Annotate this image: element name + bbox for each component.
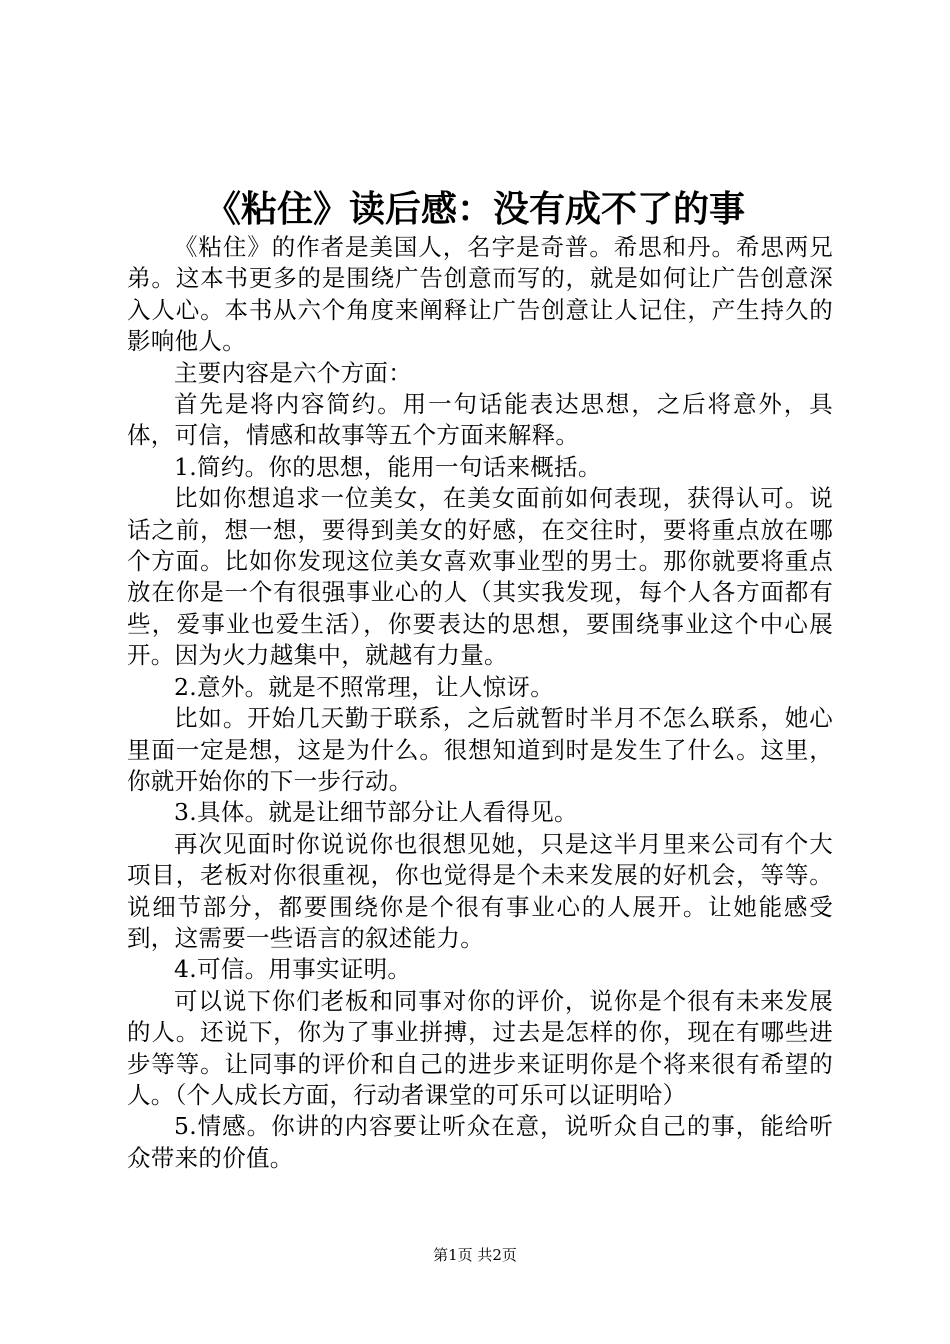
paragraph: 4.可信。用事实证明。 <box>174 955 412 984</box>
paragraph: 2.意外。就是不照常理，让人惊讶。 <box>174 672 555 701</box>
document-body <box>127 232 833 1174</box>
paragraph: 3.具体。就是让细节部分让人看得见。 <box>174 798 578 827</box>
paragraph: 首先是将内容简约。用一句话能表达思想，之后将意外，具体，可信，情感和故事等五个方面来解释。 <box>127 390 833 450</box>
paragraph: 可以说下你们老板和同事对你的评价，说你是个很有未来发展的人。还说下，你为了事业拼搏，过去是怎样的你，现在有哪些进步等等。让同事的评价和自己的进步来证明你是个将来很有希望的人。（个人成长方面，行动者课堂的可乐可以证明哈） <box>127 986 833 1109</box>
document-title: 《粘住》读后感：没有成不了的事 <box>204 188 745 230</box>
page-number-footer: 第1页 共2页 <box>433 1246 517 1264</box>
paragraph: 1.简约。你的思想，能用一句话来概括。 <box>174 452 602 481</box>
paragraph: 主要内容是六个方面： <box>174 358 412 387</box>
paragraph: 比如。开始几天勤于联系，之后就暂时半月不怎么联系，她心里面一定是想，这是为什么。很想知道到时是发生了什么。这里，你就开始你的下一步行动。 <box>127 704 833 795</box>
paragraph: 再次见面时你说说你也很想见她，只是这半月里来公司有个大项目，老板对你很重视，你也觉得是个未来发展的好机会，等等。说细节部分，都要围绕你是个很有事业心的人展开。让她能感受到，这需要一些语言的叙述能力。 <box>127 829 833 952</box>
paragraph: 比如你想追求一位美女，在美女面前如何表现，获得认可。说话之前，想一想，要得到美女的好感，在交往时，要将重点放在哪个方面。比如你发现这位美女喜欢事业型的男士。那你就要将重点放在你是一个有很强事业心的人（其实我发现，每个人各方面都有些，爱事业也爱生活），你要表达的思想，要围绕事业这个中心展开。因为火力越集中，就越有力量。 <box>127 484 833 670</box>
paragraph: 《粘住》的作者是美国人，名字是奇普。希思和丹。希思两兄弟。这本书更多的是围绕广告创意而写的，就是如何让广告创意深入人心。本书从六个角度来阐释让广告创意让人记住，产生持久的影响他人。 <box>127 233 833 356</box>
paragraph: 5.情感。你讲的内容要让听众在意，说听众自己的事，能给听众带来的价值。 <box>127 1112 833 1172</box>
